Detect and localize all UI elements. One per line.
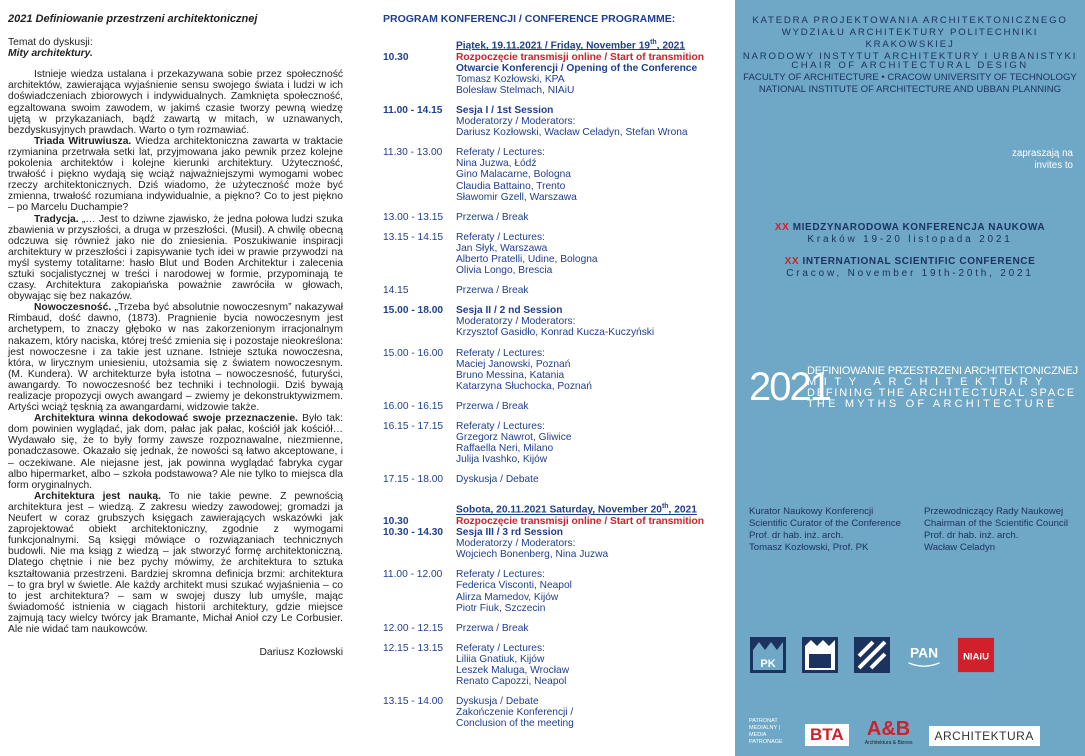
paragraph-heading: Tradycja. [34, 213, 79, 225]
schedule-description [456, 474, 723, 485]
paragraph-heading: Triada Witruwiusza. [34, 135, 132, 147]
schedule-line: Wojciech Bonenberg, Nina Juzwa [456, 549, 609, 561]
schedule-item [383, 212, 723, 223]
schedule-description [456, 696, 723, 729]
schedule-description [456, 232, 723, 276]
organizer-line: NATIONAL INSTITUTE OF ARCHITECTURE AND UBBAN PLANNING [758, 84, 1062, 95]
schedule-line: Referaty / Lectures: [456, 569, 545, 581]
schedule-line: Liliia Gnatiuk, Kijów [456, 653, 545, 665]
paragraph-heading: Nowoczesność. [34, 302, 112, 314]
schedule-description [456, 305, 723, 338]
schedule-description [456, 527, 723, 560]
schedule-description [456, 348, 723, 392]
schedule-description [456, 285, 723, 296]
faculty-logo [801, 636, 839, 674]
transmission-start: Rozpoczęcie transmisji online / Start of transmition [456, 515, 704, 527]
pan-logo [905, 636, 943, 674]
schedule-line: Jan Słyk, Warszawa [456, 242, 548, 254]
paragraph-text: „Trzeba być absolutnie nowoczesnym” nakazywał Rimbaud, dość dawno, (1873). Pragnienie bycia nowoczesnym jest archetypem, to znaczy głęboko w nas zakorzenionym irracjonalnym nakazem, który naciska, której treść zmienia się i pozostaje nieokreślona: jest nowoczesne i za takie jest uznane. Istnieje sztuka nowoczesna, która, w lirycznym uniesieniu, utożsamia się z światem nowoczesnym. (M. Kundera). W architekturze była istotna – nowoczesność, futuryści, awangardy. To nowoczesność bez techniki i technologii. Dziś bywają realizacje propozycji owych awangard – zwiemy je dekonstruktywizmem. Artyści wciąż tęsknią za awangardami, widzowie także. [8, 302, 343, 414]
essay-paragraph: Istnieje wiedza ustalana i przekazywana sobie przez społeczność architektów, zawierająca wyjaśnienie sensu swojego świata i ludzi w ich doświadczeniach zbiorowych i indywidualnych. Zamknięta społeczność, egzaltowana swoim zawodem, w jakimś czasie tworzy pewną wiedzę ujętą w przykazaniach, bądź zawartą w mitach, w uznawanych, bezdyskusyjnych prawdach. Warto o tym rozmawiać. [8, 69, 343, 136]
schedule-time: 14.15 [383, 285, 409, 297]
paragraph-heading: Architektura winna dekodować swoje przeznaczenie. [34, 413, 298, 425]
paragraph-text: Było tak: dom powinien wyglądać, jak dom, pałac jak pałac, kościół jak kościół… Wydawało się, że to były formy zawsze rozpoznawalne, niezmienne, ponadczasowe. Okazało się jednak, że nowości są łatwo akceptowane, i – oczekiwane. Ale niejasne jest, jak powinna wyglądać fabryka cygar albo hipermarket, albo – szkoła podstawowa? Ale nie tylko to miejsca dla form oryginalnych. [8, 413, 344, 491]
essay-paragraph [8, 491, 343, 635]
schedule-line: Katarzyna Słuchocka, Poznań [456, 380, 592, 392]
schedule-time: 12.00 - 12.15 [383, 622, 444, 634]
schedule-item [383, 516, 723, 527]
schedule-time: 11.00 - 14.15 [383, 104, 443, 116]
schedule-item [383, 401, 723, 412]
architektura-logo: ARCHITEKTURA [929, 726, 1040, 746]
day2-schedule [383, 516, 723, 730]
schedule-item [383, 474, 723, 485]
schedule-line: Federica Visconti, Neapol [456, 580, 572, 592]
chair-logo [853, 636, 891, 674]
schedule-item [383, 569, 723, 613]
schedule-line: Raffaella Neri, Milano [456, 443, 554, 455]
patronage-label: PATRONAT MEDIALNY | MEDIA PATRONAGE [749, 718, 783, 745]
conference-title-polish: XX MIEDZYNARODOWA KONFERENCJA NAUKOWA Kraków 19-20 listopada 2021 [774, 222, 1046, 245]
svg-text:PAN: PAN [909, 644, 939, 661]
essay-title: 2021 Definiowanie przestrzeni architektonicznej [8, 13, 258, 25]
schedule-line: Nina Juzwa, Łódź [456, 158, 537, 170]
schedule-time: 11.00 - 12.00 [383, 569, 443, 581]
day2-heading: Sobota, 20.11.2021 Saturday, November 20th, 2021 [456, 503, 697, 516]
paragraph-text: To nie takie pewne. Z pewnością architektura jest – wiedzą. Z zakresu wiedzy zawodowej; gromadzi ja Neufert w coraz grubszych księgach zawierających wskazówki jak zaprojektować obiekt architektoniczny, zgodnie z wymogami funkcjonalnymi. Są księgi mówiące o rozwiązaniach technicznych budowli. Nie ma ksiąg z wiedzą – jak stworzyć formę architektoniczną. Dlatego chętnie i nie bez pychy mówimy, że architektura to sztuka kształtowania przestrzeni. Bardziej skromna definicja brzmi: architektura – to gra bryl w świetle. Ale każdy architekt musi szukać wyjaśnienia – co to jest architektura? – sam w swojej duszy lub umyśle, mając świadomość istnienia w ciągach historii architektury, gdzie miejsce zajmują tacy wielcy twórcy jak Bramante, Michał Anioł czy Le Corbusier. Ale nie widać tam naukowców. [8, 490, 343, 635]
organizer-line: NARODOWY INSTYTUT ARCHITEKTURY I URBANISTYKI [742, 51, 1078, 62]
schedule-line: Tomasz Kozłowski, KPA [456, 73, 565, 85]
schedule-item [383, 696, 723, 729]
conference-theme: DEFINIOWANIE PRZESTRZENI ARCHITEKTONICZNEJ MITY ARCHITEKTURY DEFINING THE ARCHITECTURAL SPACE THE MYTHS OF ARCHITECTURE [807, 365, 1078, 410]
schedule-line: Referaty / Lectures: [456, 147, 545, 159]
schedule-line: Przerwa / Break [456, 622, 529, 634]
schedule-item [383, 305, 723, 338]
schedule-time: 13.15 - 14.00 [383, 696, 444, 708]
schedule-description [456, 401, 723, 412]
schedule-time: 10.30 [383, 515, 409, 527]
paragraph-text: Wiedza architektoniczna zawarta w traktacie rzymianina przetrwała setki lat, przyjmowana jako pewnik przez kolejne pokolenia architektów i kolejne kierunki architektury. Użyteczność, trwałość i piękno wydają się wciąż najważniejszymi wymogami wobec rzeczy architektonicznych. Dziś wiadomo, że użyteczność może być zmienna, trwałość rozumiana indywidualnie, a piękno? Co to jest piękno – po Marcelu Duchampie? [8, 135, 344, 214]
schedule-line: Claudia Battaino, Trento [456, 180, 566, 192]
schedule-line: Dariusz Kozłowski, Wacław Celadyn, Stefan Wrona [456, 127, 688, 139]
topic-value: Mity architektury. [8, 48, 93, 60]
schedule-description [456, 516, 723, 527]
schedule-item [383, 527, 723, 560]
schedule-description [456, 105, 723, 138]
essay-paragraph [8, 214, 343, 303]
schedule-description [456, 643, 723, 687]
schedule-item [383, 232, 723, 276]
organizer-line: CHAIR OF ARCHITECTURAL DESIGN [791, 60, 1029, 71]
schedule-line: Alberto Pratelli, Udine, Bologna [456, 253, 598, 265]
session-title: Sesja I / 1st Session [456, 104, 554, 116]
schedule-line: Leszek Maluga, Wrocław [456, 665, 570, 676]
schedule-line: Alirza Mamedov, Kijów [456, 591, 559, 603]
schedule-line: Bolesław Stelmach, NIAiU [456, 84, 575, 96]
schedule-line: Moderatorzy / Moderators: [456, 316, 576, 328]
schedule-line: Dyskusja / Debate [456, 474, 539, 486]
schedule-item [383, 623, 723, 634]
schedule-item [383, 147, 723, 202]
schedule-time: 10.30 [383, 51, 409, 63]
svg-text:NIAiU: NIAiU [963, 651, 989, 663]
transmission-start: Rozpoczęcie transmisji online / Start of transmition [456, 51, 704, 63]
day1-heading: Piątek, 19.11.2021 / Friday, November 19th, 2021 [456, 39, 685, 52]
paragraph-text: „… Jest to dziwne zjawisko, że jedna połowa ludzi szuka zbawienia w przyszłości, a druga w przeszłości. (Musil). A chwilę obecną odczuwa się również jako nie do zniesienia. Poszukiwanie inspiracji architektury w przeszłości i zapisywanie tych idei w prawie przywodzi na myśl systemy totalitarne: hasło Blut und Boden Architektur i zalecenia sztuki socjalistycznej w treści i narodowej w formie, przypominają te czasy. Architektura zakopiańska poważnie zawróciła w głowach, obywając się bez nakazów. [8, 213, 343, 303]
schedule-time: 12.15 - 13.15 [383, 642, 444, 654]
schedule-line: Conclusion of the meeting [456, 718, 574, 730]
schedule-item [383, 348, 723, 392]
schedule-line: Przerwa / Break [456, 285, 529, 297]
schedule-line: Grzegorz Nawrot, Gliwice [456, 432, 572, 444]
schedule-description [456, 212, 723, 223]
ab-logo: A&B Architektura & Biznes [864, 718, 913, 746]
schedule-description [456, 623, 723, 634]
schedule-line: Olivia Longo, Brescia [456, 265, 553, 277]
programme-heading: PROGRAM KONFERENCJI / CONFERENCE PROGRAMME: [383, 13, 676, 25]
schedule-line: Referaty / Lectures: [456, 421, 545, 433]
schedule-description [456, 569, 723, 613]
organizer-line: KATEDRA PROJEKTOWANIA ARCHITEKTONICZNEGO [752, 15, 1068, 26]
schedule-item [383, 643, 723, 687]
session-title: Sesja III / 3 rd Session [456, 527, 564, 539]
organizer-line: WYDZIAŁU ARCHITEKTURY POLITECHNIKI KRAKOWSKIEJ [781, 27, 1039, 50]
schedule-description [456, 147, 723, 202]
day1-schedule [383, 52, 723, 486]
schedule-item [383, 421, 723, 465]
schedule-line: Moderatorzy / Moderators: [456, 538, 576, 550]
schedule-item [383, 105, 723, 138]
essay-column [8, 14, 343, 658]
svg-text:PK: PK [760, 658, 776, 670]
schedule-line: Moderatorzy / Moderators: [456, 116, 576, 128]
schedule-line: Dyskusja / Debate [456, 696, 539, 708]
schedule-line: Otwarcie Konferencji / Opening of the Conference [456, 62, 698, 74]
schedule-line: Krzysztof Gasidło, Konrad Kucza-Kuczyński [456, 327, 655, 339]
schedule-time: 16.00 - 16.15 [383, 400, 444, 412]
schedule-line: Referaty / Lectures: [456, 642, 545, 654]
schedule-line: Gino Malacarne, Bologna [456, 169, 571, 181]
schedule-line: Julija Ivashko, Kijów [456, 454, 548, 466]
schedule-time: 13.15 - 14.15 [383, 231, 444, 243]
schedule-time: 13.00 - 13.15 [383, 211, 444, 223]
schedule-description [456, 52, 723, 96]
topic-label: Temat do dyskusji: [8, 37, 93, 49]
organizer-line: FACULTY OF ARCHITECTURE • CRACOW UNIVERSITY OF TECHNOLOGY [743, 72, 1077, 83]
schedule-line: Maciej Janowski, Poznań [456, 358, 571, 370]
schedule-line: Sławomir Gzell, Warszawa [456, 191, 577, 203]
schedule-time: 15.00 - 16.00 [383, 347, 444, 359]
schedule-time: 10.30 - 14.30 [383, 527, 444, 539]
bta-logo: BTA [805, 724, 849, 746]
organizer-polish [735, 15, 1085, 63]
pk-logo [749, 636, 787, 674]
session-title: Sesja II / 2 nd Session [456, 305, 563, 317]
media-patrons [749, 718, 1040, 746]
schedule-line: Przerwa / Break [456, 400, 529, 412]
schedule-item [383, 285, 723, 296]
schedule-item [383, 52, 723, 96]
scientific-curator: Kurator Naukowy Konferencji Scientific Curator of the Conference Prof. dr hab. inż. arch. Tomasz Kozłowski, Prof. PK [749, 506, 901, 553]
invite-text: zapraszają na invites to [1012, 148, 1073, 171]
schedule-description [456, 421, 723, 465]
schedule-line: Bruno Messina, Katania [456, 369, 565, 381]
schedule-time: 15.00 - 18.00 [383, 305, 444, 317]
institution-logos [749, 636, 995, 674]
conference-title-english: XX INTERNATIONAL SCIENTIFIC CONFERENCE Cracow, November 19th-20th, 2021 [784, 256, 1036, 279]
organizer-english [735, 60, 1085, 96]
council-chairman: Przewodniczący Rady Naukowej Chairman of the Scientific Council Prof. dr hab. inż. arch. Wacław Celadyn [924, 506, 1068, 553]
schedule-time: 16.15 - 17.15 [383, 421, 444, 433]
essay-paragraph [8, 136, 343, 214]
essay-paragraph [8, 413, 343, 491]
paragraph-heading: Architektura jest nauką. [34, 490, 161, 502]
schedule-line: Zakończenie Konferencji / [456, 707, 574, 719]
schedule-line: Referaty / Lectures: [456, 231, 545, 243]
niaiu-logo [957, 636, 995, 674]
programme-column [383, 14, 723, 738]
essay-paragraph [8, 302, 343, 413]
year-graphic: 2021 [749, 365, 830, 409]
cover-panel [735, 0, 1085, 756]
schedule-line: Przerwa / Break [456, 211, 529, 223]
signature: Dariusz Kozłowski [259, 647, 343, 659]
schedule-time: 17.15 - 18.00 [383, 474, 444, 486]
schedule-line: Piotr Fiuk, Szczecin [456, 602, 546, 614]
schedule-line: Renato Capozzi, Neapol [456, 676, 567, 688]
schedule-line: Referaty / Lectures: [456, 347, 545, 359]
schedule-time: 11.30 - 13.00 [383, 147, 443, 159]
